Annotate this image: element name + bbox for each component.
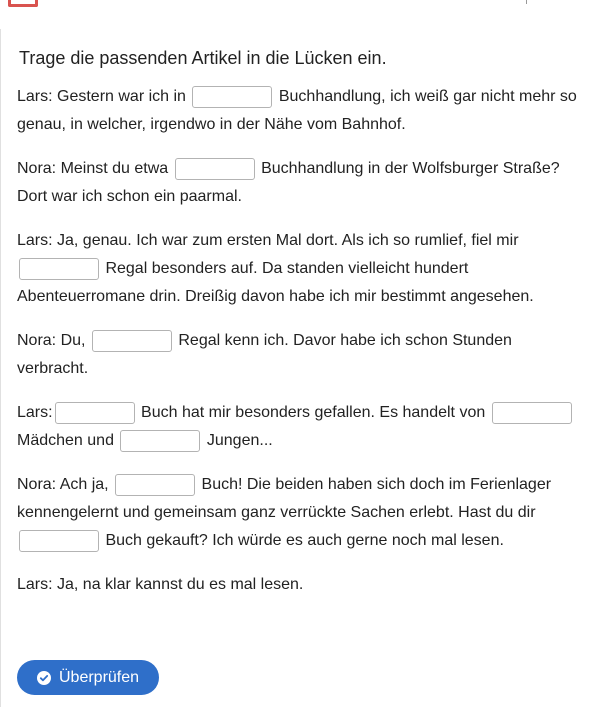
gap-input-8[interactable]	[115, 474, 195, 496]
line-text: Buchhandlung in der Wolfsburger Straße? Dort war ich schon ein paarmal.	[17, 160, 560, 205]
check-button-label: Überprüfen	[59, 668, 140, 686]
instruction-heading: Trage die passenden Artikel in die Lücken ein.	[19, 48, 387, 68]
line-text: Lars: Ja, na klar kannst du es mal lesen.	[17, 576, 304, 593]
dialogue-line	[17, 327, 583, 383]
line-text: Nora: Meinst du etwa	[17, 160, 169, 177]
check-button[interactable]	[17, 660, 159, 695]
gap-input-4[interactable]	[92, 330, 172, 352]
line-text: Regal besonders auf. Da standen vielleicht hundert Abenteuerromane drin. Dreißig davon habe ich mir bestimmt angesehen.	[17, 260, 534, 305]
gap-input-9[interactable]	[19, 530, 99, 552]
top-divider	[526, 0, 527, 4]
line-text: Buch hat mir besonders gefallen. Es handelt von	[141, 404, 486, 421]
dialogue-line	[17, 155, 583, 211]
gap-input-1[interactable]	[192, 86, 272, 108]
gap-input-2[interactable]	[175, 158, 255, 180]
line-text: Lars: Gestern war ich in	[17, 88, 186, 105]
line-text: Buch gekauft? Ich würde es auch gerne noch mal lesen.	[105, 532, 504, 549]
top-bar	[0, 0, 600, 30]
gap-input-6[interactable]	[492, 402, 572, 424]
logo[interactable]	[8, 0, 38, 7]
dialogue-line	[17, 571, 583, 599]
dialogue-line	[17, 471, 583, 555]
line-text: Buchhandlung, ich weiß gar nicht mehr so genau, in welcher, irgendwo in der Nähe vom Bahnhof.	[17, 88, 577, 133]
line-text: Lars: Ja, genau. Ich war zum ersten Mal dort. Als ich so rumlief, fiel mir	[17, 232, 519, 249]
dialogue-line	[17, 399, 583, 455]
dialogue-line	[17, 83, 583, 139]
line-text: Regal kenn ich. Davor habe ich schon Stunden verbracht.	[17, 332, 512, 377]
line-text: Buch! Die beiden haben sich doch im Ferienlager kennengelernt und gemeinsam ganz verrückte Sachen erlebt. Hast du dir	[17, 476, 552, 521]
exercise-text	[17, 83, 583, 615]
check-circle-icon	[37, 671, 51, 685]
line-text: Jungen...	[206, 432, 273, 449]
line-text: Lars:	[17, 404, 53, 421]
gap-input-7[interactable]	[120, 430, 200, 452]
line-text: Nora: Ach ja,	[17, 476, 109, 493]
line-text: Nora: Du,	[17, 332, 86, 349]
dialogue-line	[17, 227, 583, 311]
gap-input-3[interactable]	[19, 258, 99, 280]
gap-input-5[interactable]	[55, 402, 135, 424]
line-text: Mädchen und	[17, 432, 114, 449]
